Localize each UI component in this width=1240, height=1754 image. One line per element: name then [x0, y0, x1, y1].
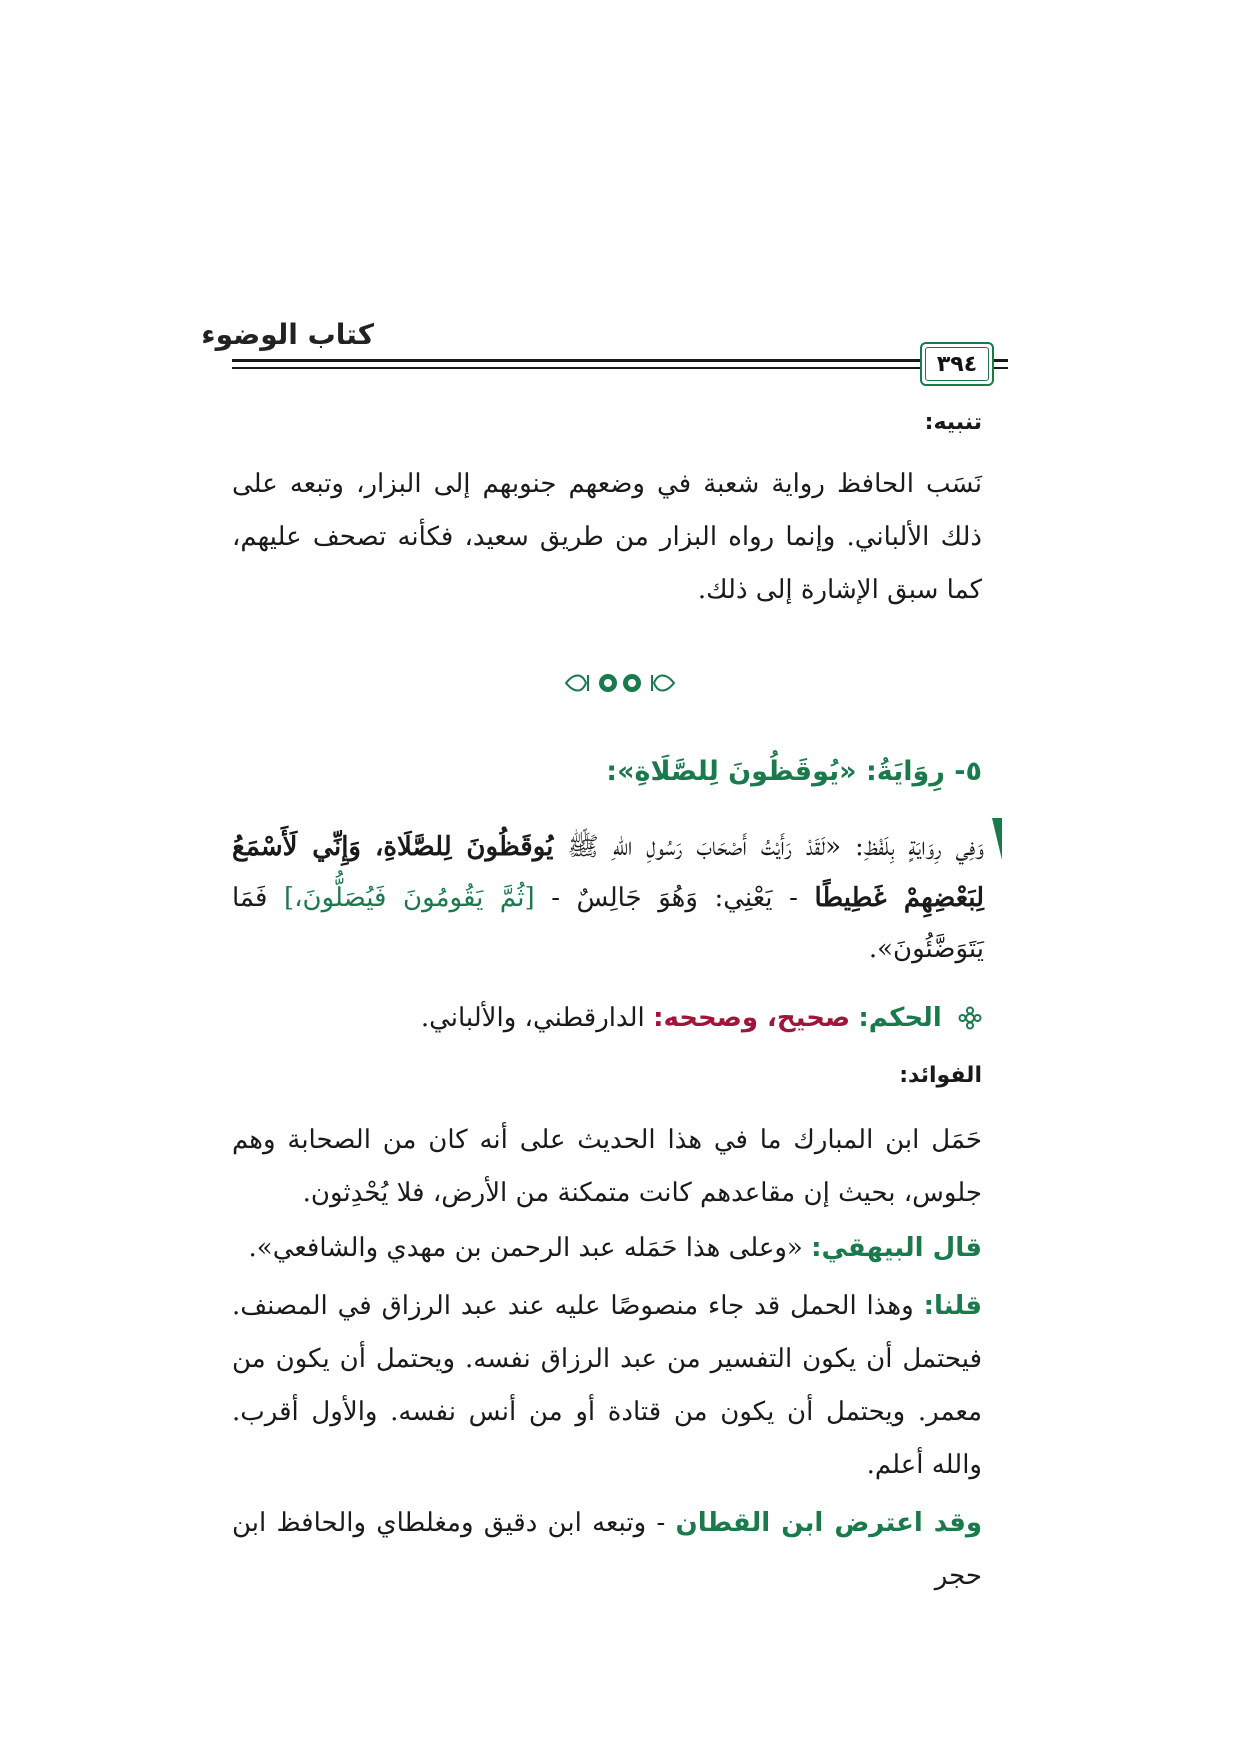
hadith-corner-mark	[990, 816, 1004, 862]
benefits-paragraph: حَمَل ابن المبارك ما في هذا الحديث على أنه كان من الصحابة وهم جلوس، بحيث إن مقاعدهم كانت متمكنة من الأرض، فلا يُحْدِثون.	[232, 1125, 982, 1208]
ornament-divider-icon	[560, 665, 680, 701]
hadith-emphasis: يُوقَظُونَ لِلصَّلَاةِ،	[375, 832, 554, 862]
objection-paragraph	[232, 1497, 982, 1603]
header-rule	[232, 367, 922, 369]
qulna-paragraph	[232, 1280, 982, 1492]
hadith-addition: [ثُمَّ يَقُومُونَ فَيُصَلُّونَ،]	[283, 883, 535, 913]
hadith-part: فَمَا يَتَوَضَّئُونَ».	[232, 883, 984, 964]
ruling-label: الحكم:	[858, 1003, 942, 1033]
header-rule	[232, 359, 922, 362]
bayhaqi-label: قال البيهقي:	[811, 1233, 982, 1263]
section-heading	[606, 756, 982, 787]
hadith-emphasis: وَإِنِّي لَأَسْمَعُ لِبَعْضِهِمْ غَطِيطًا	[232, 832, 985, 913]
bayhaqi-quote: «وعلى هذا حَمَله عبد الرحمن بن مهدي والشافعي».	[248, 1233, 803, 1263]
hadith-part: - يَعْنِي: وَهُوَ جَالِسٌ -	[551, 883, 798, 913]
benefits-label: الفوائد:	[899, 1063, 982, 1088]
qulna-text: وهذا الحمل قد جاء منصوصًا عليه عند عبد الرزاق في المصنف. فيحتمل أن يكون التفسير من عبد الرزاق نفسه. ويحتمل أن يكون من معمر. ويحتمل أن يكون من قتادة أو من أنس نفسه. والأول أقرب. والله أعلم.	[232, 1291, 982, 1480]
objection-label: وقد اعترض ابن القطان	[675, 1508, 983, 1538]
ruling-grade: صحيح، وصححه:	[653, 1003, 851, 1033]
hadith-ruling	[421, 1003, 982, 1033]
section-number: ٥-	[954, 756, 982, 787]
hadith-part: وَفِي رِوَايَةٍ بِلَفْظِ: «لَقَدْ رَأَيْتُ أَصْحَابَ رَسُولِ اللهِ ﷺ	[567, 832, 985, 862]
note-paragraph: نَسَب الحافظ رواية شعبة في وضعهم جنوبهم إلى البزار، وتبعه على ذلك الألباني. وإنما رواه البزار من طريق سعيد، فكأنه تصحف عليهم، كما سبق الإشارة إلى ذلك.	[232, 469, 982, 605]
section-title: رِوَايَةُ: «يُوقَظُونَ لِلصَّلَاةِ»:	[606, 756, 945, 787]
page-number: ٣٩٤	[936, 351, 978, 377]
note-label: تنبيه:	[924, 410, 982, 435]
page-number-frame	[920, 342, 994, 386]
objection-text: - وتبعه ابن دقيق ومغلطاي والحافظ ابن حجر	[232, 1508, 982, 1591]
qulna-label: قلنا:	[923, 1291, 982, 1321]
hadith-text	[232, 822, 990, 975]
bayhaqi-paragraph	[232, 1222, 982, 1275]
flower-bullet-icon	[958, 1006, 982, 1030]
ruling-authorities: الدارقطني، والألباني.	[420, 1003, 645, 1033]
running-header-title: كتاب الوضوء	[201, 318, 374, 351]
